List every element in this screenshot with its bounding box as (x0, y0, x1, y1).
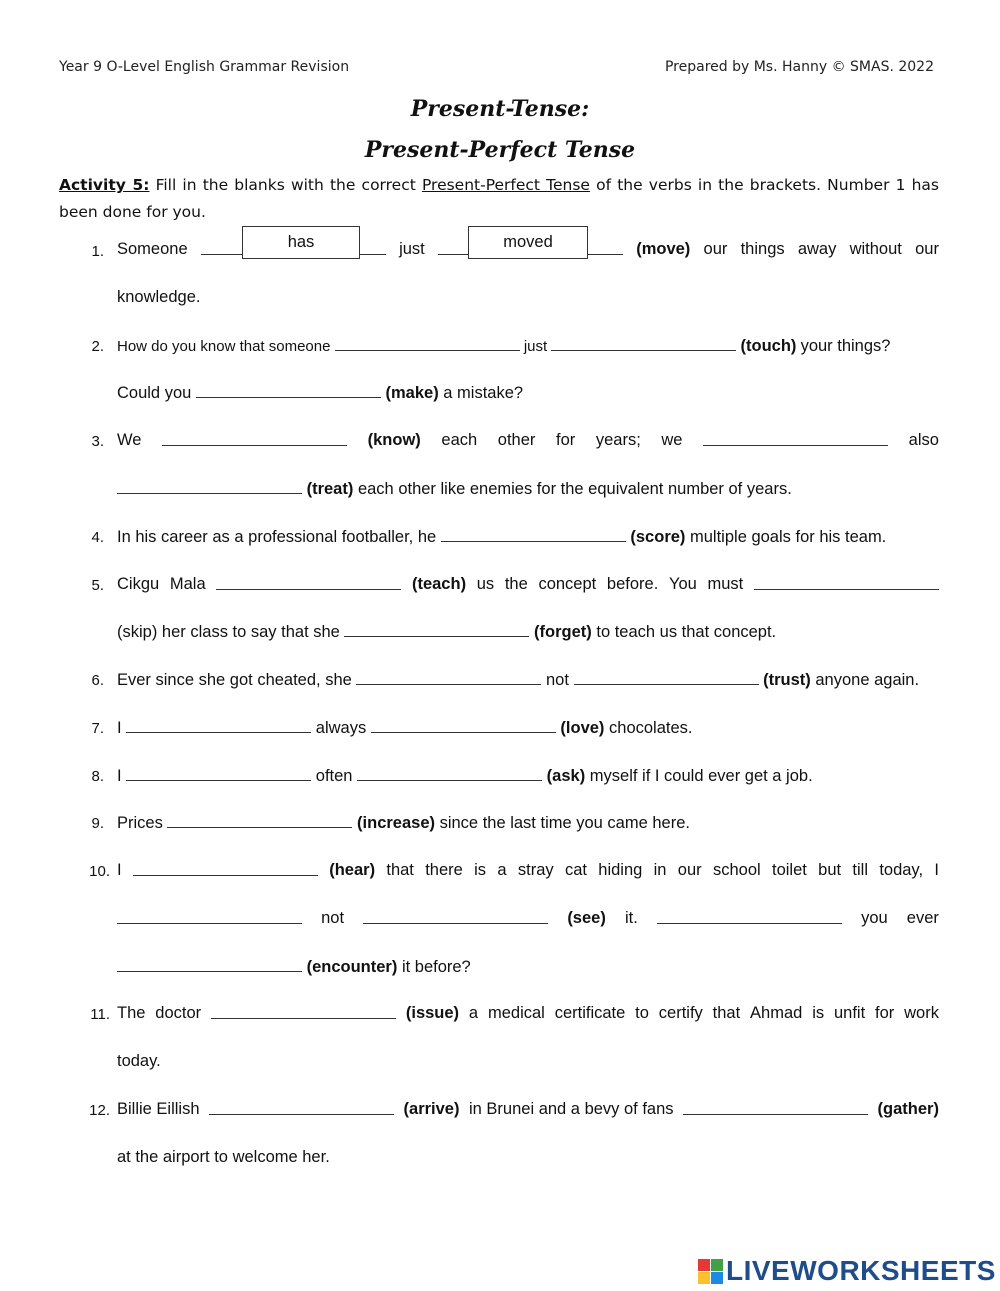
item-10-cont (117, 957, 939, 977)
text: our (677, 861, 702, 879)
item-11-line (117, 1004, 939, 1023)
page-subtitle: Present-Perfect Tense (364, 137, 636, 163)
item-number: 4. (91, 529, 104, 546)
text: hiding (598, 861, 643, 879)
text: doctor (155, 1004, 202, 1022)
blank[interactable] (126, 766, 311, 781)
verb-hint: (trust) (763, 671, 811, 689)
verb-hint: (touch) (740, 337, 797, 355)
verb-hint: (score) (630, 528, 686, 546)
text: a (497, 861, 507, 879)
text: certify (658, 1004, 703, 1022)
text: a mistake? (443, 384, 524, 402)
verb-hint: (encounter) (306, 958, 398, 976)
text: certificate (554, 1004, 626, 1022)
verb-hint: (see) (567, 909, 606, 927)
logo-blocks-icon (698, 1259, 723, 1284)
blank[interactable] (574, 670, 759, 685)
header-right: Prepared by Ms. Hanny © SMAS. 2022 (664, 59, 934, 75)
blank[interactable] (216, 575, 401, 590)
text: I (117, 767, 122, 785)
text: the (504, 575, 528, 593)
item-4-line (117, 527, 939, 547)
text: work (904, 1004, 939, 1022)
text: (skip) her class to say that she (117, 623, 340, 641)
text: anyone again. (815, 671, 920, 689)
text: toilet (771, 861, 807, 879)
item-number: 1. (91, 243, 104, 260)
header-left: Year 9 O-Level English Grammar Revision (59, 59, 350, 75)
item-number: 5. (91, 577, 104, 594)
verb-hint: (ask) (546, 767, 586, 785)
verb-hint: (move) (636, 240, 691, 258)
blank[interactable] (211, 1004, 396, 1019)
item-2-cont (117, 383, 939, 403)
blank[interactable] (133, 861, 318, 876)
text: In his career as a professional footballer, he (117, 528, 437, 546)
answer-box-q1a[interactable]: has (242, 226, 360, 259)
item-12-line (117, 1100, 939, 1119)
text: before. (606, 575, 659, 593)
verb-hint: (hear) (329, 861, 376, 879)
text: years; (595, 431, 641, 449)
blank[interactable] (335, 336, 520, 351)
item-number: 2. (91, 338, 104, 355)
text: I (117, 719, 122, 737)
blank[interactable] (126, 718, 311, 733)
text: just (523, 338, 548, 355)
verb-hint: (teach) (411, 575, 467, 593)
text: The (117, 1004, 146, 1022)
blank[interactable] (683, 1100, 868, 1115)
item-10-line (117, 861, 939, 880)
text: each (441, 431, 478, 449)
item-number: 8. (91, 768, 104, 785)
text: must (707, 575, 744, 593)
text: Billie Eillish (117, 1100, 200, 1118)
item-number: 10. (89, 863, 110, 880)
item-number: 9. (91, 815, 104, 832)
item-3-cont (117, 479, 939, 499)
text: to teach us that concept. (596, 623, 777, 641)
text: things (740, 240, 785, 258)
logo-block (698, 1272, 710, 1284)
text: concept (538, 575, 597, 593)
blank[interactable] (754, 575, 939, 590)
item-3-line (117, 431, 939, 450)
text: also (908, 431, 939, 449)
blank[interactable] (657, 909, 842, 924)
item-2-line (117, 336, 939, 356)
text: us (476, 575, 495, 593)
instructions-post: of the verbs in the brackets. Number 1 has been done for you. (59, 176, 939, 221)
blank[interactable] (371, 718, 556, 733)
text: medical (487, 1004, 545, 1022)
text: Could you (117, 384, 192, 402)
blank[interactable] (117, 479, 302, 494)
item-12-cont: at the airport to welcome her. (117, 1148, 330, 1166)
verb-hint: (arrive) (403, 1100, 460, 1118)
text: chocolates. (609, 719, 693, 737)
item-number: 11. (90, 1006, 110, 1023)
text: we (661, 431, 683, 449)
verb-hint: (love) (560, 719, 605, 737)
text: not (321, 909, 345, 927)
item-7-line (117, 718, 939, 738)
text: in (653, 861, 667, 879)
text: it before? (401, 958, 471, 976)
text: our (915, 240, 939, 258)
text: How do you know that someone (117, 338, 331, 355)
item-8-line (117, 766, 939, 786)
text: that (712, 1004, 741, 1022)
text: school (712, 861, 761, 879)
text: your things? (800, 337, 891, 355)
text: you (861, 909, 888, 927)
verb-hint: (treat) (306, 480, 354, 498)
text: to (635, 1004, 649, 1022)
page-title: Present-Tense: (410, 96, 590, 122)
text: that (386, 861, 414, 879)
verb-hint: (issue) (405, 1004, 460, 1022)
text: just (399, 240, 425, 258)
item-number: 7. (91, 720, 104, 737)
text: without (849, 240, 902, 258)
blank[interactable] (356, 670, 541, 685)
verb-hint: (know) (367, 431, 421, 449)
item-5-line (117, 575, 939, 594)
text: for (875, 1004, 895, 1022)
text: Ever since she got cheated, she (117, 671, 352, 689)
text: cat (564, 861, 587, 879)
text: We (117, 431, 142, 449)
item-number: 6. (91, 672, 104, 689)
blank[interactable] (117, 909, 302, 924)
blank[interactable] (196, 383, 381, 398)
text: but (818, 861, 842, 879)
logo-block (698, 1259, 710, 1271)
text: not (546, 671, 569, 689)
text: often (315, 767, 353, 785)
text: away (797, 240, 837, 258)
text: Prices (117, 814, 163, 832)
verb-hint: (increase) (357, 814, 435, 832)
text: Someone (117, 240, 188, 258)
text: Mala (169, 575, 206, 593)
answer-box-q1b[interactable]: moved (468, 226, 588, 259)
blank[interactable] (167, 813, 352, 828)
text: today, (879, 861, 924, 879)
text: it. (624, 909, 638, 927)
text: Cikgu (117, 575, 160, 593)
text: myself if I could ever get a job. (589, 767, 813, 785)
text: our (703, 240, 728, 258)
item-number: 3. (91, 433, 104, 450)
text: always (315, 719, 367, 737)
item-5-cont (117, 622, 939, 642)
liveworksheets-logo (698, 1255, 996, 1287)
blank[interactable] (344, 622, 529, 637)
text: multiple goals for his team. (690, 528, 887, 546)
text: I (934, 861, 939, 879)
text: since the last time you came here. (439, 814, 690, 832)
text: till (852, 861, 868, 879)
verb-hint: (gather) (877, 1100, 939, 1118)
instructions-pre: Fill in the blanks with the correct (149, 176, 422, 194)
verb-hint: (forget) (534, 623, 592, 641)
blank[interactable] (209, 1100, 394, 1115)
text: other (497, 431, 536, 449)
item-1-cont: knowledge. (117, 288, 201, 306)
item-number: 12. (89, 1102, 110, 1119)
text: in Brunei and a bevy of fans (468, 1100, 674, 1118)
item-9-line (117, 813, 939, 833)
logo-block (711, 1272, 723, 1284)
item-6-line (117, 670, 939, 690)
text: each other like enemies for the equivalent number of years. (357, 480, 792, 498)
blank[interactable] (117, 957, 302, 972)
blank[interactable] (703, 431, 888, 446)
text: for (555, 431, 576, 449)
text: there (425, 861, 463, 879)
blank[interactable] (441, 527, 626, 542)
text: is (474, 861, 487, 879)
logo-text: LIVEWORKSHEETS (726, 1255, 996, 1286)
text: is (812, 1004, 825, 1022)
item-10-line-2 (117, 909, 939, 928)
text: You (668, 575, 697, 593)
instructions (59, 172, 939, 226)
activity-label: Activity 5: (59, 176, 150, 194)
text: I (117, 861, 122, 879)
logo-block (711, 1259, 723, 1271)
verb-hint: (make) (385, 384, 439, 402)
text: a (468, 1004, 479, 1022)
blank[interactable] (551, 336, 736, 351)
text: Ahmad (750, 1004, 803, 1022)
blank[interactable] (363, 909, 548, 924)
item-11-cont: today. (117, 1052, 161, 1070)
blank[interactable] (357, 766, 542, 781)
blank[interactable] (162, 431, 347, 446)
text: unfit (833, 1004, 866, 1022)
instructions-term: Present-Perfect Tense (421, 176, 590, 194)
text: ever (906, 909, 939, 927)
text: stray (517, 861, 554, 879)
